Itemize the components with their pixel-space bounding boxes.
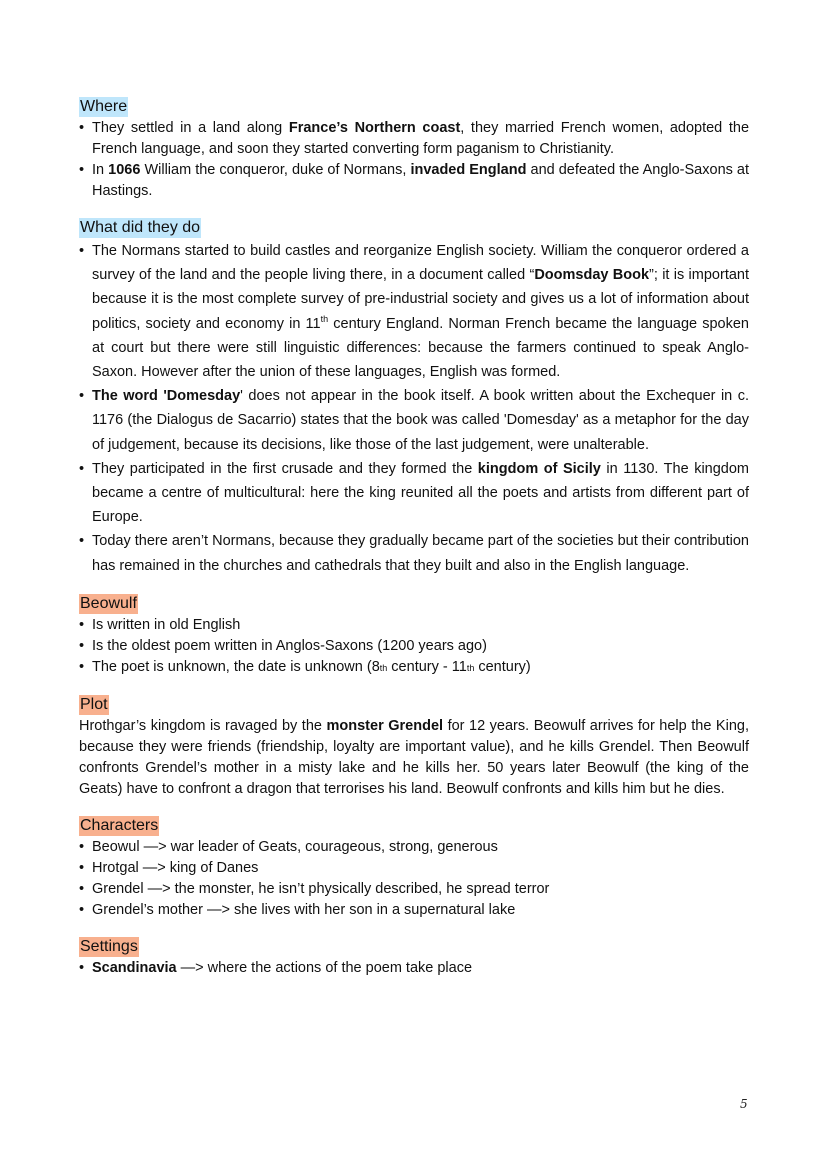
page-number: 5 <box>740 1097 748 1111</box>
section-heading-where: Where <box>80 98 128 115</box>
section-plot <box>79 695 749 800</box>
list-item: • Scandinavia —> where the actions of the poem take place <box>79 958 749 979</box>
list-item: • They participated in the first crusade and they formed the kingdom of Sicily in 1130. The kingdom became a centre of multicultural: here the king reunited all the poets and artists from different part of Europe. <box>79 457 749 530</box>
settings-list <box>79 958 749 979</box>
plot-paragraph: Hrothgar’s kingdom is ravaged by the monster Grendel for 12 years. Beowulf arrives for help the King, because they were friends (friendship, loyalty are important value), and he kills Grendel. Then Beowulf confronts Grendel’s mother in a misty lake and he kills her. 50 years later Beowulf (the king of the Geats) have to confront a dragon that terrorises his land. Beowulf confronts and kills him but he dies. <box>79 717 749 797</box>
section-heading-characters: Characters <box>80 816 159 834</box>
what-list <box>79 239 749 578</box>
list-item: • The poet is unknown, the date is unknown (8th century - 11th century) <box>79 657 749 679</box>
list-item: • Beowul —> war leader of Geats, courageous, strong, generous <box>79 837 749 858</box>
list-item: • Grendel —> the monster, he isn’t physically described, he spread terror <box>79 879 749 900</box>
list-item: • The word 'Domesday' does not appear in the book itself. A book written about the Exchequer in c. 1176 (the Dialogus de Sacarrio) states that the book was called 'Domesday' as a metaphor for the day of judgement, because its decisions, like those of the last judgement, were unalterable. <box>79 384 749 457</box>
list-item: • Is written in old English <box>79 615 749 636</box>
section-heading-beowulf: Beowulf <box>80 594 137 612</box>
characters-list <box>79 837 749 921</box>
list-item: • Grendel’s mother —> she lives with her son in a supernatural lake <box>79 900 749 921</box>
list-item: • The Normans started to build castles and reorganize English society. William the conqueror ordered a survey of the land and the people living there, in a document called “Doomsday Book”; it is important because it is the most complete survey of pre-industrial society and gives us a lot of information about politics, society and economy in 11th century England. Norman French became the language spoken at court but there were still linguistic differences: because the farmers continued to speak Anglo-Saxon. However after the union of these languages, English was formed. <box>79 239 749 384</box>
where-list <box>79 118 749 202</box>
section-heading-what-did-they-do: What did they do <box>80 219 201 236</box>
list-item: • Is the oldest poem written in Anglos-Saxons (1200 years ago) <box>79 636 749 657</box>
list-item: • Hrotgal —> king of Danes <box>79 858 749 879</box>
section-heading-plot: Plot <box>80 695 108 713</box>
section-heading-settings: Settings <box>80 937 138 955</box>
section-characters <box>79 816 749 921</box>
section-beowulf <box>79 594 749 679</box>
list-item: • Today there aren’t Normans, because they gradually became part of the societies but their contribution has remained in the churches and cathedrals that they built and also in the English language. <box>79 529 749 577</box>
section-where <box>79 97 749 202</box>
section-settings <box>79 937 749 979</box>
list-item: • They settled in a land along France’s Northern coast, they married French women, adopted the French language, and soon they started converting form paganism to Christianity. <box>79 118 749 160</box>
section-what-did-they-do <box>79 218 749 578</box>
document-page <box>79 97 749 995</box>
list-item: • In 1066 William the conqueror, duke of Normans, invaded England and defeated the Anglo-Saxons at Hastings. <box>79 160 749 202</box>
beowulf-list <box>79 615 749 679</box>
